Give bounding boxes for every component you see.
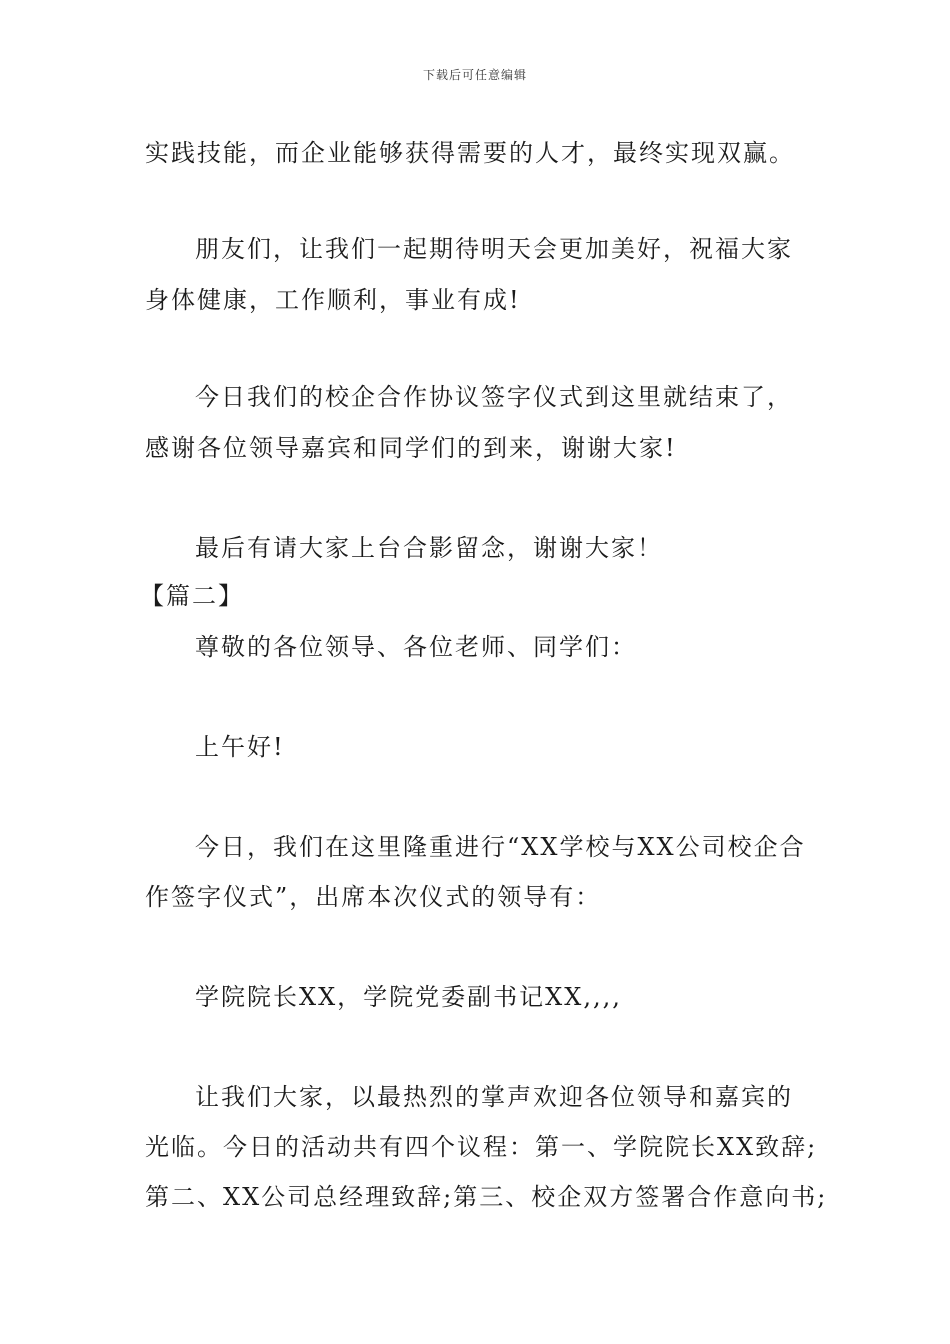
text-line: 今日我们的校企合作协议签字仪式到这里就结束了， bbox=[195, 383, 793, 411]
text-line: 实践技能，而企业能够获得需要的人才，最终实现双赢。 bbox=[145, 139, 795, 167]
text-line: 尊敬的各位领导、各位老师、同学们： bbox=[195, 633, 637, 661]
text-line: 第二、XX公司总经理致辞;第三、校企双方签署合作意向书; bbox=[145, 1183, 828, 1211]
text-line: 朋友们，让我们一起期待明天会更加美好，祝福大家 bbox=[195, 235, 793, 263]
header-note: 下载后可任意编辑 bbox=[422, 68, 527, 82]
text-line: 让我们大家，以最热烈的掌声欢迎各位领导和嘉宾的 bbox=[195, 1083, 793, 1111]
text-line: 光临。今日的活动共有四个议程：第一、学院院长XX致辞; bbox=[145, 1133, 818, 1161]
text-line: 上午好! bbox=[195, 733, 285, 761]
text-line: 学院院长XX，学院党委副书记XX,,,, bbox=[195, 983, 622, 1011]
text-line: 今日，我们在这里隆重进行“XX学校与XX公司校企合 bbox=[195, 833, 806, 861]
section-heading: 【篇二】 bbox=[140, 582, 244, 610]
text-line: 感谢各位领导嘉宾和同学们的到来，谢谢大家! bbox=[145, 434, 677, 462]
text-line: 最后有请大家上台合影留念，谢谢大家！ bbox=[195, 534, 663, 562]
text-line: 作签字仪式”，出席本次仪式的领导有： bbox=[145, 883, 602, 911]
text-line: 身体健康，工作顺利，事业有成! bbox=[145, 286, 521, 314]
